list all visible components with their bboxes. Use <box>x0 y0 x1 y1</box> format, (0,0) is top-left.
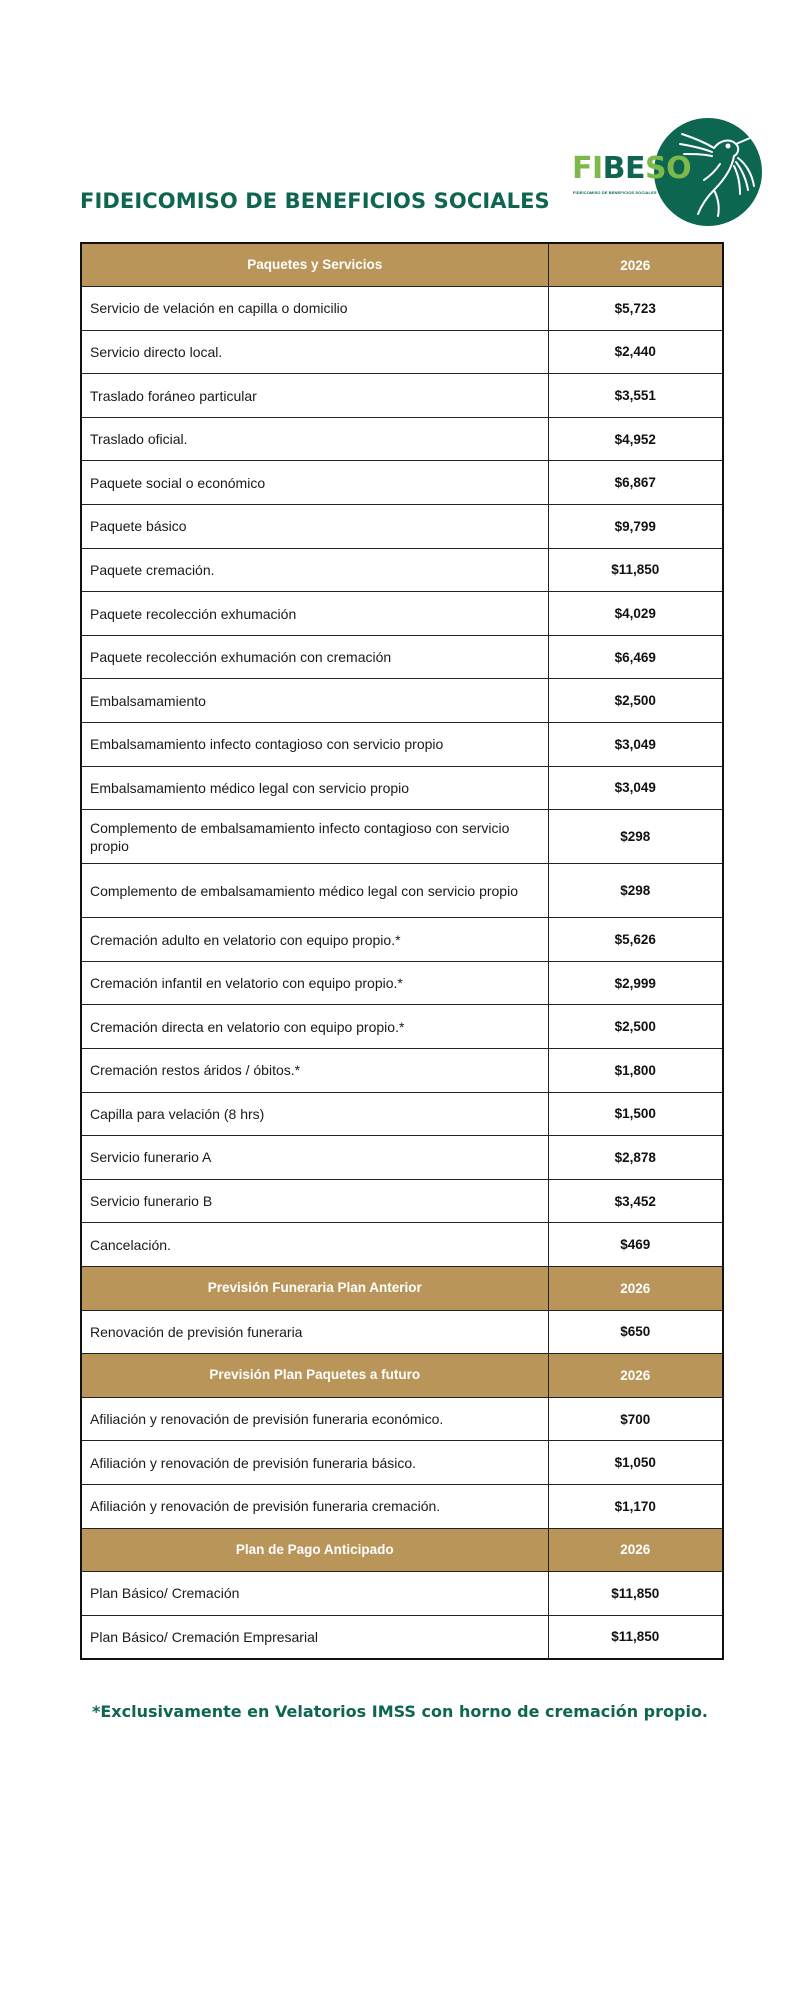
table-row <box>81 417 723 461</box>
fibeso-logo <box>570 118 762 230</box>
row-label: Afiliación y renovación de previsión funeraria económico. <box>81 1397 548 1441</box>
table-row <box>81 1092 723 1136</box>
section-header-prevision-paquetes-futuro <box>81 1354 723 1398</box>
row-price: $5,626 <box>548 918 723 962</box>
row-price: $2,878 <box>548 1136 723 1180</box>
row-price: $4,952 <box>548 417 723 461</box>
logo-subtitle: FIDEICOMISO DE BENEFICIOS SOCIALES <box>573 190 657 195</box>
table-row <box>81 1179 723 1223</box>
row-price: $2,440 <box>548 330 723 374</box>
row-label: Complemento de embalsamamiento infecto contagioso con servicio propio <box>81 810 548 864</box>
price-table <box>80 242 724 1660</box>
row-price: $2,999 <box>548 961 723 1005</box>
table-row <box>81 961 723 1005</box>
table-row <box>81 287 723 331</box>
table-row <box>81 635 723 679</box>
row-label: Paquete recolección exhumación con cremación <box>81 635 548 679</box>
row-label: Paquete básico <box>81 505 548 549</box>
row-price: $9,799 <box>548 505 723 549</box>
page-title: FIDEICOMISO DE BENEFICIOS SOCIALES <box>80 189 550 213</box>
table-row <box>81 1223 723 1267</box>
table-row <box>81 592 723 636</box>
footnote: *Exclusivamente en Velatorios IMSS con horno de cremación propio. <box>91 1702 709 1721</box>
row-price: $1,500 <box>548 1092 723 1136</box>
row-label: Embalsamamiento médico legal con servicio propio <box>81 766 548 810</box>
section-year: 2026 <box>548 1354 723 1398</box>
row-price: $3,452 <box>548 1179 723 1223</box>
table-row <box>81 1049 723 1093</box>
row-label: Cremación adulto en velatorio con equipo propio.* <box>81 918 548 962</box>
table-row <box>81 1136 723 1180</box>
section-title: Previsión Plan Paquetes a futuro <box>81 1354 548 1398</box>
section-header-plan-pago-anticipado <box>81 1528 723 1572</box>
row-label: Cremación restos áridos / óbitos.* <box>81 1049 548 1093</box>
table-row <box>81 548 723 592</box>
row-price: $11,850 <box>548 1615 723 1659</box>
row-label: Cancelación. <box>81 1223 548 1267</box>
row-price: $3,049 <box>548 766 723 810</box>
row-price: $1,170 <box>548 1484 723 1528</box>
table-row <box>81 461 723 505</box>
row-price: $2,500 <box>548 679 723 723</box>
row-label: Embalsamamiento <box>81 679 548 723</box>
row-label: Servicio directo local. <box>81 330 548 374</box>
row-price: $3,551 <box>548 374 723 418</box>
row-label: Paquete recolección exhumación <box>81 592 548 636</box>
section-header-paquetes-servicios <box>81 243 723 287</box>
table-row <box>81 505 723 549</box>
row-price: $700 <box>548 1397 723 1441</box>
row-label: Cremación infantil en velatorio con equipo propio.* <box>81 961 548 1005</box>
row-price: $6,867 <box>548 461 723 505</box>
row-price: $5,723 <box>548 287 723 331</box>
row-label: Embalsamamiento infecto contagioso con servicio propio <box>81 723 548 767</box>
row-label: Servicio funerario A <box>81 1136 548 1180</box>
row-price: $1,800 <box>548 1049 723 1093</box>
row-label: Traslado oficial. <box>81 417 548 461</box>
row-label: Renovación de previsión funeraria <box>81 1310 548 1354</box>
row-label: Afiliación y renovación de previsión funeraria básico. <box>81 1441 548 1485</box>
row-label: Traslado foráneo particular <box>81 374 548 418</box>
row-label: Servicio funerario B <box>81 1179 548 1223</box>
row-price: $298 <box>548 810 723 864</box>
row-label: Paquete social o económico <box>81 461 548 505</box>
table-row <box>81 723 723 767</box>
table-row <box>81 1397 723 1441</box>
section-header-prevision-plan-anterior <box>81 1266 723 1310</box>
row-label: Afiliación y renovación de previsión funeraria cremación. <box>81 1484 548 1528</box>
row-label: Complemento de embalsamamiento médico legal con servicio propio <box>81 864 548 918</box>
row-label: Cremación directa en velatorio con equipo propio.* <box>81 1005 548 1049</box>
table-row <box>81 330 723 374</box>
row-price: $469 <box>548 1223 723 1267</box>
row-label: Plan Básico/ Cremación <box>81 1572 548 1616</box>
row-label: Paquete cremación. <box>81 548 548 592</box>
row-price: $650 <box>548 1310 723 1354</box>
table-row <box>81 1441 723 1485</box>
row-price: $4,029 <box>548 592 723 636</box>
row-price: $1,050 <box>548 1441 723 1485</box>
section-title: Plan de Pago Anticipado <box>81 1528 548 1572</box>
section-year: 2026 <box>548 1528 723 1572</box>
table-row <box>81 864 723 918</box>
section-year: 2026 <box>548 1266 723 1310</box>
table-row <box>81 1005 723 1049</box>
section-year: 2026 <box>548 243 723 287</box>
table-row <box>81 1484 723 1528</box>
row-label: Capilla para velación (8 hrs) <box>81 1092 548 1136</box>
table-row <box>81 810 723 864</box>
table-row <box>81 679 723 723</box>
row-label: Servicio de velación en capilla o domicilio <box>81 287 548 331</box>
section-title: Previsión Funeraria Plan Anterior <box>81 1266 548 1310</box>
row-price: $298 <box>548 864 723 918</box>
row-price: $6,469 <box>548 635 723 679</box>
table-row <box>81 1310 723 1354</box>
row-price: $11,850 <box>548 1572 723 1616</box>
logo-wordmark: FIBESO <box>572 151 692 186</box>
table-row <box>81 918 723 962</box>
table-row <box>81 1572 723 1616</box>
table-row <box>81 1615 723 1659</box>
row-label: Plan Básico/ Cremación Empresarial <box>81 1615 548 1659</box>
row-price: $11,850 <box>548 548 723 592</box>
table-row <box>81 766 723 810</box>
row-price: $3,049 <box>548 723 723 767</box>
row-price: $2,500 <box>548 1005 723 1049</box>
section-title: Paquetes y Servicios <box>81 243 548 287</box>
table-row <box>81 374 723 418</box>
